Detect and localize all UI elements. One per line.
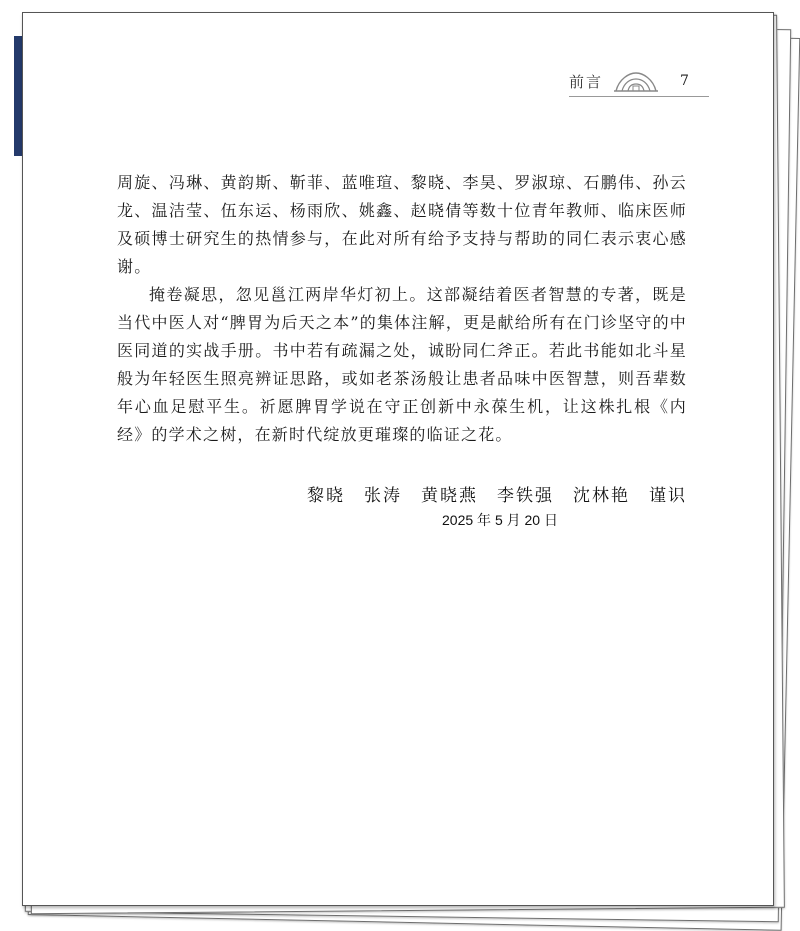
header-rule — [569, 96, 709, 97]
body-text — [117, 169, 687, 449]
signature-date: 2025 年 5 月 20 日 — [442, 512, 558, 528]
page-number: 7 — [680, 73, 689, 89]
paragraph-acknowledgements: 周旋、冯琳、黄韵斯、靳菲、蓝唯瑄、黎晓、李昊、罗淑琼、石鹏伟、孙云龙、温洁莹、伍东运、杨雨欣、姚鑫、赵晓倩等数十位青年教师、临床医师及硕博士研究生的热情参与，在此对所有给予支持与帮助的同仁表示衷心感谢。 — [117, 173, 687, 276]
author-signature: 黎晓 张涛 黄晓燕 李铁强 沈林艳 谨识 — [307, 486, 687, 506]
cloud-scroll-ornament-icon — [613, 69, 659, 95]
section-title: 前言 — [569, 73, 604, 91]
book-page — [22, 12, 774, 906]
paragraph-closing: 掩卷凝思，忽见邕江两岸华灯初上。这部凝结着医者智慧的专著，既是当代中医人对“脾胃为后天之本”的集体注解，更是献给所有在门诊坚守的中医同道的实战手册。书中若有疏漏之处，诚盼同仁斧正。若此书能如北斗星般为年轻医生照亮辨证思路，或如老茶汤般让患者品味中医智慧，则吾辈数年心血足慰平生。祈愿脾胃学说在守正创新中永葆生机，让这株扎根《内经》的学术之树，在新时代绽放更璀璨的临证之花。 — [117, 285, 687, 444]
